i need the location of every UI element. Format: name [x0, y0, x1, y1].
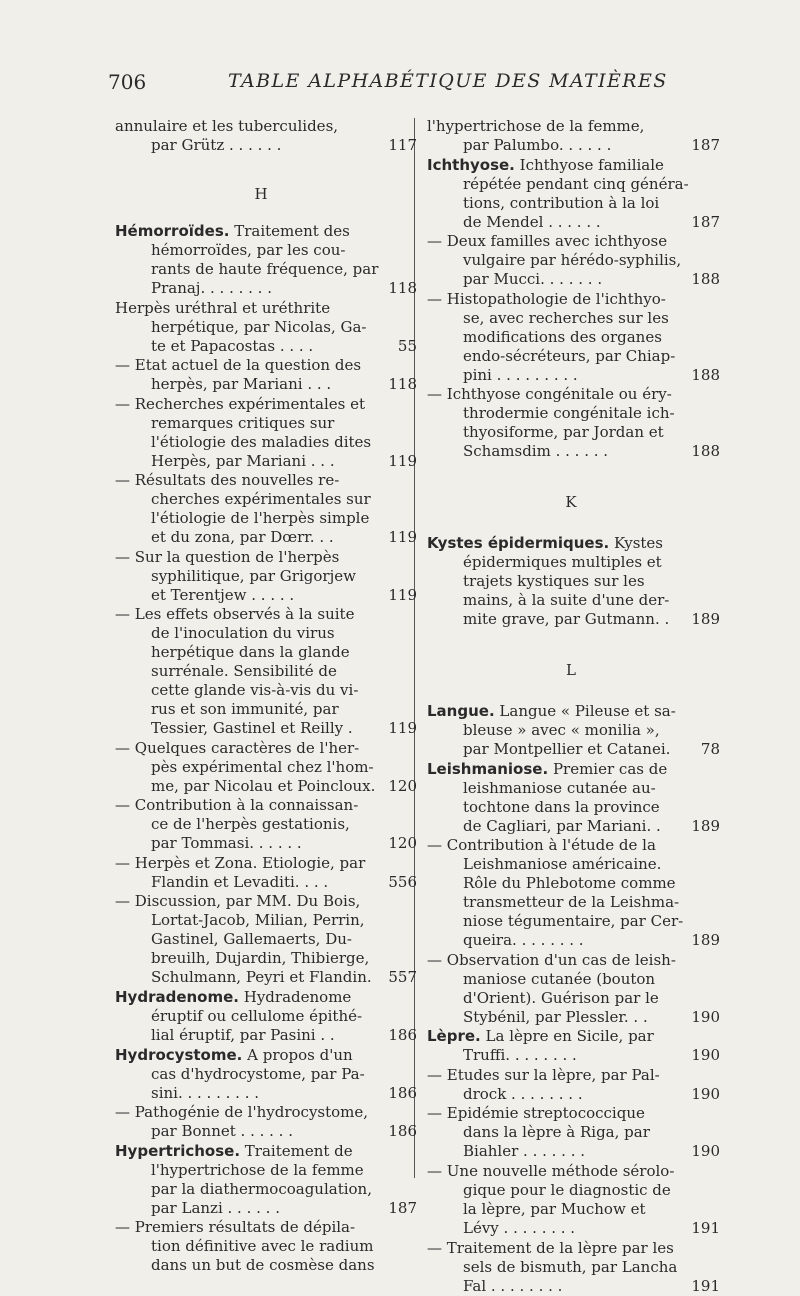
- index-entry: [427, 1162, 720, 1238]
- entry-line: se, avec recherches sur les: [463, 308, 669, 327]
- entry-line: vulgaire par hérédo-syphilis,: [463, 251, 682, 270]
- entry-headword: Hémorroïdes.: [115, 222, 230, 240]
- entry-headword: Hydradenome.: [115, 988, 239, 1007]
- entry-line: thyosiforme, par Jordan et: [463, 423, 664, 442]
- entry-line: te et Papacostas . . . .: [151, 336, 314, 355]
- entry-line: Leishmaniose américaine.: [463, 855, 662, 874]
- entry-line: — Herpès et Zona. Etiologie, par: [115, 853, 366, 872]
- entry-line: et du zona, par Dœrr. . .: [151, 528, 334, 547]
- entry-line: gique pour le diagnostic de: [463, 1181, 671, 1200]
- index-entry: [427, 1065, 720, 1104]
- entry-line: pini . . . . . . . . .: [463, 365, 578, 384]
- entry-line: la lèpre, par Muchow et: [463, 1200, 646, 1219]
- running-title: TABLE ALPHABÉTIQUE DES MATIÈRES: [228, 70, 668, 92]
- entry-line: l'étiologie des maladies dites: [151, 432, 372, 451]
- page-reference: 188: [691, 365, 720, 384]
- entry-line: Lortat-Jacob, Milian, Perrin,: [151, 911, 365, 930]
- entry-line: Hémorroïdes. Traitement des: [115, 222, 350, 240]
- page-reference: 119: [388, 719, 417, 738]
- entry-line: par Mucci. . . . . . .: [463, 270, 603, 289]
- index-entry: [115, 356, 417, 394]
- entry-line: — Contribution à l'étude de la: [427, 836, 656, 855]
- page-reference: 187: [691, 136, 720, 154]
- entry-line: bleuse » avec « monilia »,: [463, 721, 660, 740]
- entry-line: mite grave, par Gutmann. .: [463, 610, 670, 629]
- entry-line: endo-sécréteurs, par Chiap-: [463, 346, 676, 365]
- entry-line: me, par Nicolau et Poincloux.: [151, 776, 376, 795]
- index-entry: [115, 796, 417, 853]
- index-entry: [115, 117, 417, 155]
- index-entry: [427, 950, 720, 1027]
- entry-line: Schulmann, Peyri et Flandin.: [151, 968, 372, 987]
- section-letter: K: [565, 493, 577, 512]
- entry-headword: Hydrocystome.: [115, 1045, 243, 1064]
- entry-line: — Etudes sur la lèpre, par Pal-: [427, 1065, 660, 1084]
- entry-line: d'Orient). Guérison par le: [463, 988, 659, 1007]
- entry-line: Hypertrichose. Traitement de: [115, 1141, 353, 1160]
- entry-line: l'étiologie de l'herpès simple: [151, 509, 370, 528]
- entry-line: ce de l'herpès gestationis,: [151, 815, 350, 834]
- entry-line: Kystes épidermiques. Kystes: [427, 534, 664, 553]
- entry-line: Lèpre. La lèpre en Sicile, par: [427, 1027, 654, 1046]
- entry-line: trajets kystiques sur les: [463, 572, 645, 591]
- index-entry: [115, 298, 417, 356]
- index-entry: [115, 988, 417, 1045]
- page-reference: 119: [388, 585, 417, 604]
- entry-line: Herpès, par Mariani . . .: [151, 451, 335, 470]
- page-reference: 186: [388, 1026, 417, 1045]
- page-reference: 191: [691, 1276, 720, 1295]
- entry-line: dans la lèpre à Riga, par: [463, 1123, 650, 1142]
- entry-line: Rôle du Phlebotome comme: [463, 874, 676, 893]
- entry-line: — Une nouvelle méthode sérolo-: [427, 1162, 675, 1181]
- entry-headword: Ichthyose.: [427, 155, 515, 174]
- entry-line: épidermiques multiples et: [463, 553, 662, 572]
- entry-line: maniose cutanée (bouton: [463, 969, 656, 988]
- entry-line: tion définitive avec le radium: [151, 1237, 374, 1256]
- page-reference: 119: [388, 528, 417, 547]
- page-reference: 187: [691, 212, 720, 231]
- page-reference: 189: [691, 931, 720, 950]
- right-column: [427, 117, 720, 1296]
- index-entry: [115, 1103, 417, 1141]
- index-entry: [115, 471, 417, 547]
- page-reference: 189: [691, 816, 720, 835]
- entry-line: de Mendel . . . . . .: [463, 212, 601, 231]
- entry-line: l'hypertrichose de la femme,: [427, 117, 645, 135]
- entry-line: syphilitique, par Grigorjew: [151, 566, 356, 585]
- entry-line: cette glande vis-à-vis du vi-: [151, 681, 359, 700]
- entry-line: Biahler . . . . . . .: [463, 1142, 586, 1161]
- entry-line: par Montpellier et Catanei.: [463, 740, 671, 759]
- page-reference: 120: [388, 776, 417, 795]
- entry-line: herpès, par Mariani . . .: [151, 375, 332, 394]
- entry-line: — Ichthyose congénitale ou éry-: [427, 385, 672, 404]
- entry-line: par Lanzi . . . . . .: [151, 1198, 280, 1217]
- index-entry: [115, 222, 417, 298]
- index-entry: [427, 1027, 720, 1065]
- entry-line: — Pathogénie de l'hydrocystome,: [115, 1103, 369, 1122]
- entry-line: par la diathermocoagulation,: [151, 1179, 372, 1198]
- entry-line: Langue. Langue « Pileuse et sa-: [427, 702, 676, 721]
- page-reference: 190: [691, 1142, 720, 1161]
- entry-line: par Bonnet . . . . . .: [151, 1122, 293, 1141]
- entry-line: de l'inoculation du virus: [151, 624, 335, 643]
- entry-line: et Terentjew . . . . .: [151, 585, 295, 604]
- entry-headword: Kystes épidermiques.: [427, 534, 610, 553]
- page-header: [108, 70, 668, 100]
- entry-line: Ichthyose. Ichthyose familiale: [427, 155, 664, 174]
- entry-line: par Tommasi. . . . . .: [151, 834, 302, 853]
- entry-line: Truffi. . . . . . . .: [463, 1046, 577, 1065]
- index-entry: [115, 738, 417, 796]
- entry-line: — Etat actuel de la question des: [115, 356, 362, 375]
- entry-line: — Observation d'un cas de leish-: [427, 950, 676, 969]
- index-entry: [115, 853, 417, 892]
- entry-line: Flandin et Levaditi. . . .: [151, 872, 329, 891]
- entry-line: drock . . . . . . . .: [463, 1084, 583, 1103]
- page-reference: 118: [388, 375, 417, 394]
- page-reference: 119: [388, 451, 417, 470]
- entry-line: pès expérimental chez l'hom-: [151, 757, 374, 776]
- entry-line: tochtone dans la province: [463, 797, 660, 816]
- entry-line: breuilh, Dujardin, Thibierge,: [151, 949, 370, 968]
- entry-line: niose tégumentaire, par Cer-: [463, 912, 684, 931]
- page-reference: 186: [388, 1122, 417, 1141]
- index-entry: [427, 385, 720, 461]
- section-letter: L: [566, 661, 576, 680]
- page-reference: 188: [691, 270, 720, 289]
- entry-line: leishmaniose cutanée au-: [463, 778, 656, 797]
- entry-line: sini. . . . . . . . .: [151, 1083, 260, 1102]
- entry-line: — Premiers résultats de dépila-: [115, 1218, 356, 1237]
- entry-line: par Palumbo. . . . . .: [463, 136, 612, 154]
- page-number: 706: [108, 70, 147, 94]
- index-entry: [115, 1045, 417, 1103]
- entry-line: — Epidémie streptococcique: [427, 1104, 645, 1123]
- entry-line: — Histopathologie de l'ichthyo-: [427, 289, 666, 308]
- index-entry: [427, 232, 720, 289]
- entry-headword: Langue.: [427, 702, 495, 721]
- entry-line: sels de bismuth, par Lancha: [463, 1257, 678, 1276]
- index-entry: [115, 547, 417, 605]
- entry-line: Herpès uréthral et uréthrite: [115, 298, 331, 317]
- entry-line: Hydradenome. Hydradenome: [115, 988, 352, 1007]
- index-entry: [427, 702, 720, 759]
- entry-line: — Sur la question de l'herpès: [115, 547, 340, 566]
- page-reference: 187: [388, 1198, 417, 1217]
- index-entry: [115, 605, 417, 738]
- entry-line: — Résultats des nouvelles re-: [115, 471, 340, 490]
- entry-line: remarques critiques sur: [151, 413, 335, 432]
- page-reference: 556: [388, 872, 417, 891]
- page-reference: 118: [388, 279, 417, 297]
- page-reference: 78: [700, 740, 720, 759]
- entry-line: rus et son immunité, par: [151, 700, 339, 719]
- entry-line: Stybénil, par Plessler. . .: [463, 1007, 648, 1026]
- entry-line: mains, à la suite d'une der-: [463, 591, 670, 610]
- entry-line: Gastinel, Gallemaerts, Du-: [151, 930, 352, 949]
- entry-line: — Quelques caractères de l'her-: [115, 738, 360, 757]
- page-reference: 55: [397, 336, 417, 355]
- entry-line: annulaire et les tuberculides,: [115, 117, 339, 135]
- page-reference: 186: [388, 1083, 417, 1102]
- index-entry: [427, 759, 720, 836]
- page-reference: 117: [388, 136, 417, 154]
- entry-line: queira. . . . . . . .: [463, 931, 584, 950]
- index-entry: [427, 1104, 720, 1161]
- page-reference: 188: [691, 442, 720, 461]
- entry-line: Pranaj. . . . . . . .: [151, 279, 272, 297]
- entry-line: l'hypertrichose de la femme: [151, 1160, 364, 1179]
- left-column: [115, 117, 417, 1276]
- entry-line: transmetteur de la Leishma-: [463, 893, 680, 912]
- entry-line: — Recherches expérimentales et: [115, 394, 366, 413]
- index-entry: [427, 155, 720, 232]
- page-reference: 190: [691, 1046, 720, 1065]
- entry-line: Tessier, Gastinel et Reilly .: [151, 719, 353, 738]
- page-reference: 189: [691, 610, 720, 629]
- index-entry: [115, 892, 417, 987]
- entry-line: herpétique dans la glande: [151, 643, 350, 662]
- entry-line: — Deux familles avec ichthyose: [427, 232, 668, 251]
- page-reference: 190: [691, 1007, 720, 1026]
- entry-line: répétée pendant cinq généra-: [463, 174, 689, 193]
- entry-line: — Traitement de la lèpre par les: [427, 1238, 674, 1257]
- entry-line: Schamsdim . . . . . .: [463, 442, 609, 461]
- entry-line: — Discussion, par MM. Du Bois,: [115, 892, 361, 911]
- page-reference: 190: [691, 1084, 720, 1103]
- index-entry: [115, 394, 417, 471]
- index-entry: [115, 1141, 417, 1218]
- index-entry: [115, 1218, 407, 1275]
- entry-line: Hydrocystome. A propos d'un: [115, 1045, 353, 1064]
- entry-headword: Lèpre.: [427, 1027, 481, 1046]
- entry-line: cherches expérimentales sur: [151, 490, 371, 509]
- column-divider: [414, 118, 415, 1178]
- entry-headword: Hypertrichose.: [115, 1141, 241, 1160]
- index-entry: [427, 117, 720, 155]
- entry-line: rants de haute fréquence, par: [151, 260, 379, 278]
- entry-line: Fal . . . . . . . .: [463, 1276, 563, 1295]
- entry-line: dans un but de cosmèse dans: [151, 1256, 375, 1275]
- entry-line: herpétique, par Nicolas, Ga-: [151, 317, 367, 336]
- entry-line: Lévy . . . . . . . .: [463, 1219, 576, 1238]
- page-reference: 120: [388, 834, 417, 853]
- index-entry: [427, 836, 720, 950]
- page-reference: 557: [388, 968, 417, 987]
- index-entry: [427, 1238, 720, 1296]
- section-letter: H: [254, 185, 268, 203]
- entry-line: — Les effets observés à la suite: [115, 605, 355, 624]
- entry-headword: Leishmaniose.: [427, 759, 549, 778]
- entry-line: modifications des organes: [463, 327, 662, 346]
- entry-line: Leishmaniose. Premier cas de: [427, 759, 668, 778]
- entry-line: éruptif ou cellulome épithé-: [151, 1007, 363, 1026]
- entry-line: lial éruptif, par Pasini . .: [151, 1026, 335, 1045]
- index-entry: [427, 534, 720, 629]
- entry-line: tions, contribution à la loi: [463, 193, 660, 212]
- entry-line: throdermie congénitale ich-: [463, 404, 675, 423]
- entry-line: surrénale. Sensibilité de: [151, 662, 337, 681]
- entry-line: de Cagliari, par Mariani. .: [463, 816, 661, 835]
- page-reference: 191: [691, 1219, 720, 1238]
- entry-line: par Grütz . . . . . .: [151, 136, 282, 154]
- entry-line: — Contribution à la connaissan-: [115, 796, 359, 815]
- entry-line: hémorroïdes, par les cou-: [151, 241, 346, 259]
- entry-line: cas d'hydrocystome, par Pa-: [151, 1064, 365, 1083]
- index-entry: [427, 289, 720, 385]
